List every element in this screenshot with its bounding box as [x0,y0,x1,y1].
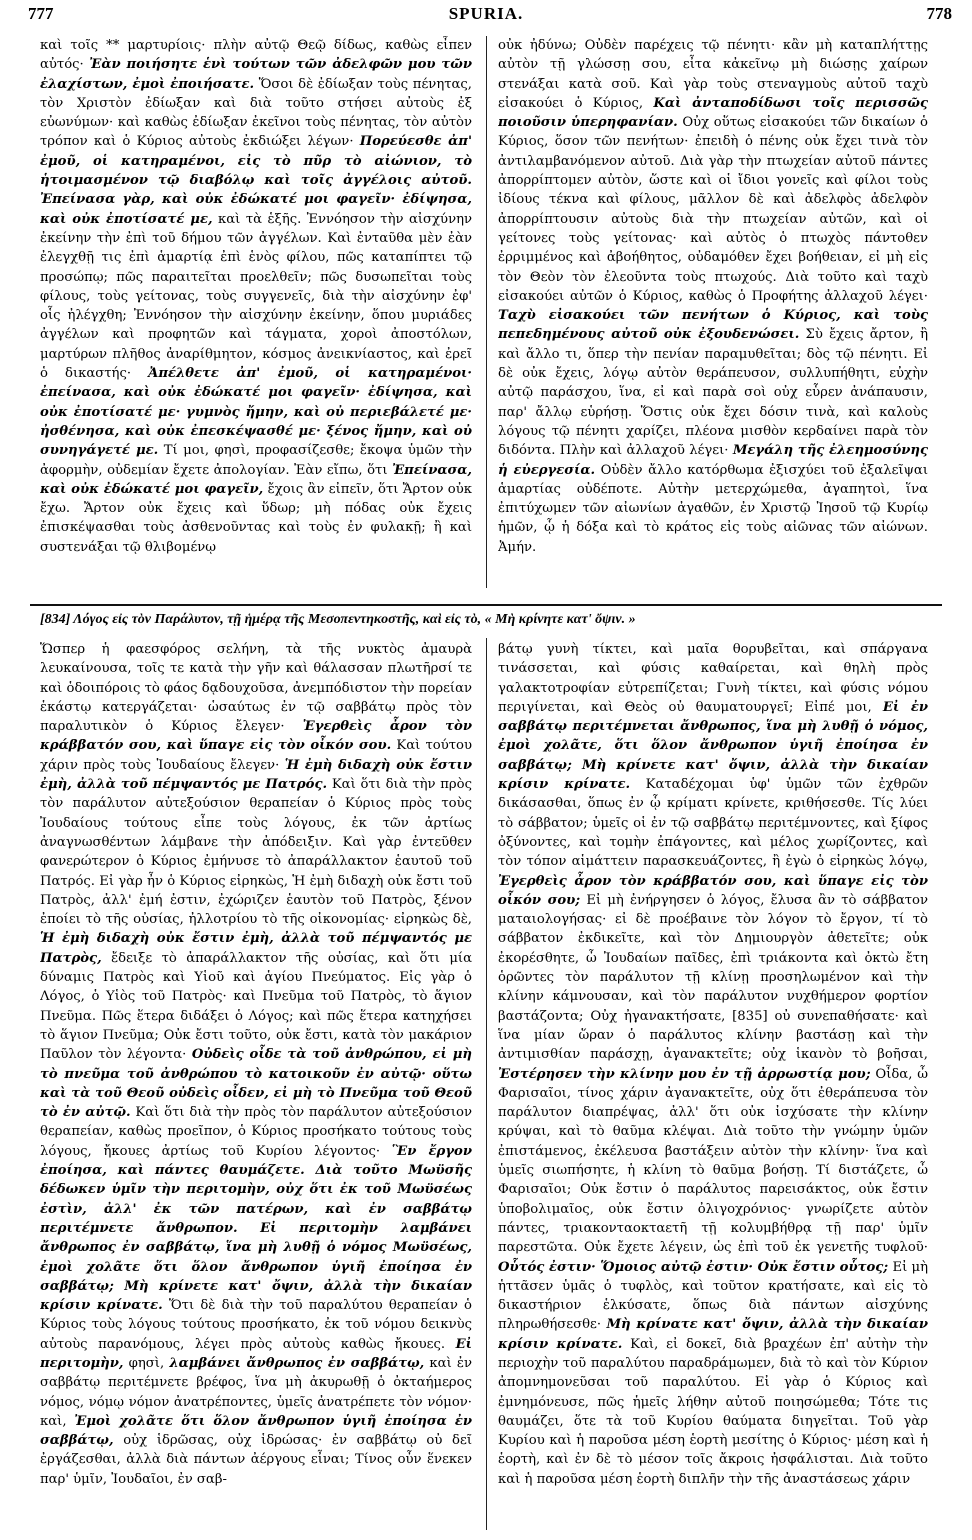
lower-right-column [498,640,928,1530]
text-run: Καταδέχομαι ὑφ' ὑμῶν τῶν ἐχθρῶν δικάσασθαι, ὅπως ἐν ᾧ κρίματι κρίνετε, κριθήσεσθε. Τίς λύει τὸ σάββατον; ὑμεῖς οἱ ἐν τῷ σαββάτῳ περιτέμνοντες, καὶ ξίφος ὀξύνοντες, καὶ τομὴν ἐπάγοντες, καὶ μέλος χωρίζοντες, καὶ τὸν τόπον αἱμάττειν παρασκευάζοντες, ἢ ἐγὼ ὁ εἰρηκὼς λόγῳ, [498,777,928,870]
sermon-title [40,612,940,628]
scripture-quote: Οὗτός ἐστιν· Ὅμοιος αὐτῷ ἐστιν· Οὐκ ἔστιν οὗτος; [498,1259,889,1275]
scripture-quote: Ἐπείνασα, καὶ οὐκ ἐδώκατέ μοι φαγεῖν, [40,462,472,497]
text-run: Οὐδὲν ἄλλο κατόρθωμα ἐξισχύει τοῦ ἐξαλεῖψαι ἁμαρτίας οὐδέποτε. Αὐτὴν μετερχώμεθα, ἀγαπητοὶ, ἵνα ἐπιτύχωμεν τῶν αἰωνίων ἀγαθῶν, ἐν Χριστῷ Ἰησοῦ τῷ Κυρίῳ ἡμῶν, ᾧ ἡ δόξα καὶ τὸ κράτος εἰς τοὺς αἰῶνας τῶν αἰώνων. Ἀμήν. [498,462,928,555]
scripture-quote: Εἰ ἐν σαββάτῳ περιτέμνεται ἄνθρωπος, ἵνα μὴ λυθῇ ὁ νόμος, ἐμοὶ χολᾶτε, ὅτι ὅλον ἄνθρωπον ὑγιῆ ἐποίησα ἐν σαββάτῳ; Μὴ κρίνετε κατ' ὄψιν, ἀλλὰ τὴν δικαίαν κρίσιν κρίνατε. [498,699,928,793]
text-run: φησὶ, [123,1355,170,1371]
scripture-quote: Ἡ ἐμὴ διδαχὴ οὐκ ἔστιν ἐμὴ, ἀλλὰ τοῦ πέμψαντός με Πατρὸς, [40,931,472,966]
text-run: καὶ τὰ ἑξῆς. Ἐννόησον τὴν αἰσχύνην ἐκείνην τὴν ἐπὶ τοῦ δήμου τῶν ἀγγέλων. Καὶ ἐνταῦθα μὲν ἐὰν ἐλεγχθῇ τις ἐπὶ ἁμαρτίᾳ ἐπὶ ἑνὸς φίλου, πῶς καταπίπτει τῷ προσώπῳ; πῶς παραιτεῖται προελθεῖν; πῶς δυσωπεῖται τοὺς φίλους, τοὺς γείτονας, τοὺς συγγενεῖς, διὰ τὴν αἰσχύνην ἐφ' οἷς ἠλέγχθη; Ἐννόησον τὴν αἰσχύνην ἐκείνην, ὅπου μυριάδες ἀγγέλων καὶ προφητῶν καὶ τάγματα, χοροὶ ἀποστόλων, μαρτύρων πλῆθος ἀναρίθμητον, κόσμος ἀνεικνίαστος, καὶ ἐρεῖ ὁ δικαστής· [40,211,472,382]
text-run: ἔχοις ἂν εἰπεῖν, ὅτι Ἄρτον οὐκ ἔχω. Ἄρτον οὐκ ἔχεις καὶ ὕδωρ; μὴ πόδας οὐκ ἔχεις ἐπισκέψασθαι τοὺς ἀσθενοῦντας καὶ τοὺς ἐν φυλακῇ; ἢ καὶ συστενάξαι τῷ θλιβομένῳ [40,481,472,555]
left-page-number: 777 [28,4,54,23]
scripture-quote: Εἰ περιτομὴν, [40,1336,472,1371]
scripture-quote: Καὶ ἀνταποδίδωσι τοῖς περισσῶς ποιοῦσιν ὑπερηφανίαν. [498,95,928,131]
scripture-quote: Πορεύεσθε ἀπ' ἐμοῦ, οἱ κατηραμένοι, εἰς τὸ πῦρ τὸ αἰώνιον, τὸ ἡτοιμασμένον τῷ διαβόλῳ καὶ τοῖς ἀγγέλοις αὐτοῦ. Ἐπείνασα γὰρ, καὶ οὐκ ἐδώκατέ μοι φαγεῖν· ἐδίψησα, καὶ οὐκ ἐποτίσατέ με, [40,134,472,227]
running-title: SPURIA. [448,4,524,23]
text-run: Καὶ ὅτι διὰ τὴν πρὸς τὸν παράλυτον αὐτεξούσιον θεραπείαν ὁ Κύριος πρὸς τοὺς Ἰουδαίους τούτους εἶπε τοὺς λόγους, ἐκ τῶν ἀρτίως ἀναγνωσθέντων λάμβανε τὴν ἀπόδειξιν. Καὶ γὰρ ἐντεῦθεν φανερώτερον ὁ Κύριος ἐμήνυσε τὸ ἀπαράλλακτον ἑαυτοῦ τοῦ Πατρός. Εἰ γὰρ ἦν ὁ Κύριος εἰρηκὼς, Ἡ ἐμὴ διδαχὴ οὐκ ἔστι τοῦ Πατρὸς, ἀλλ' ἐμή ἐστιν, ἐχώριζεν ἑαυτὸν τοῦ Πατρὸς, ξένον ἐποίει τὸ τῆς οὐσίας, ἠλλοτρίου τὸ τῆς οἰκονομίας· εἰρηκὼς δὲ, [40,777,472,928]
text-run: Εἰ μὴ ἡττᾶσεν ὑμᾶς ὁ τυφλὸς, καὶ τοῦτον κρατήσατε, καὶ εἰς τὸ δικαστήριον ἑλκύσατε, ὅπως διὰ πάντων αἰσχύνης πληρωθήσεσθε· [498,1259,928,1333]
lower-right-text [498,640,928,1489]
text-run: Οὐχ οὕτως εἰσακούει τῶν δικαίων ὁ Κύριος, ὅσον τῶν πενήτων· ἐπειδὴ ὁ πένης οὐκ ἔχει τινὰ τὸν ἀντιλαμβανόμενον αὐτοῦ. Διὰ γὰρ τὴν πτωχείαν αὐτοῦ πάντες ἀπορρίπτομεν αὐτὸν, ὥστε καὶ οἱ ἴδιοι γονεῖς καὶ φίλοι τοὺς ἰδίους τέκνα καὶ φίλους, μᾶλλον δὲ καὶ ἀδελφὸς ἀδελφὸν ἀπορρίπτουσιν αὐτοὺς διὰ τὴν πτωχείαν αὐτῶν, καὶ οἱ γείτονες τοὺς γείτονας· καὶ αὐτὸς ὁ πτωχὸς πάντοθεν ἐρριμμένος καὶ ἀβοήθητος, οὐδαμόθεν ἔχει βοήθειαν, εἰ μὴ εἰς τὸν Θεὸν τὸν ἐλεοῦντα τοὺς πτωχούς. Διὰ τοῦτο καὶ ταχὺ εἰσακούει αὐτῶν ὁ Κύριος, καθὼς ὁ Προφήτης ἀλλαχοῦ λέγει· [498,115,928,304]
text-run: καὶ τοῖς ** μαρτυρίοις· πλὴν αὐτῷ Θεῷ δίδως, καθὼς εἶπεν αὐτός· [40,38,472,73]
text-run: καὶ ἐν σαββάτῳ περιτέμνετε βρέφος, ἵνα μὴ ἀκυρωθῇ ὁ ὀκταήμερος νόμος, νόμῳ νόμον ἀνατρέποντες, ὑμεῖς ἀνατρέπετε τὸν νόμον· καὶ, [40,1355,472,1429]
scripture-quote: Ἐγερθεὶς ἆρον τὸν κράββατόν σου, καὶ ὕπαγε εἰς τὸν οἶκόν σου; [498,873,928,908]
column-divider [486,36,487,588]
scripture-quote: Ἐμοὶ χολᾶτε ὅτι ὅλον ἄνθρωπον ὑγιῆ ἐποίησα ἐν σαββάτῳ, [40,1413,472,1449]
lower-left-column [40,640,472,1530]
column-divider [486,638,487,1530]
lower-left-text [40,640,472,1489]
text-run: Οἶδα, ὦ Φαρισαῖοι, τίνος χάριν ἀγανακτεῖτε, οὐχ ὅτι ἐθεράπευσα τὸν παράλυτον διαπρέψας, ἀλλ' ὅτι οὐκ ἰσχύσατε τὴν κλίνην κρύψαι, καὶ τὸ θαῦμα κλέψαι. Διὰ τοῦτο τὴν γνώμην ὑμῶν ἐπιστάμενος, ἐκέλευσα βαστάξειν αὐτὸν τὴν κλίνην· ἵνα καὶ ὑμεῖς σιωπήσητε, ἡ κλίνη τὸ θαῦμα βοήσῃ. Τί διστάζετε, ὦ Φαρισαῖοι; Οὐκ ἔστιν ὁ παράλυτος παρεισάκτος, οὐκ ἔστιν ὑποβολιμαῖος, οὐκ ἔστιν ὀλιγοχρόνιος· γνωρίζετε αὐτὸν πάντες, τριακονταοκταετῆ τῇ κολυμβήθρᾳ τῇ παρ' ὑμῖν παρεστῶτα. Οὐκ ἔχετε λέγειν, ὡς ἐπὶ τοῦ ἐκ γενετῆς τυφλοῦ· [498,1066,928,1256]
text-run: οὐκ ἠδύνω; Οὐδὲν παρέχεις τῷ πένητι· κἂν μὴ καταπλήττῃς αὐτὸν τῇ γλώσσῃ σου, εἶτα κἀκεῖνῳ μὴ διώσῃς χαίρων στενάξαι κατὰ σοῦ. Καὶ γὰρ τοὺς στεναγμοὺς αὐτοῦ ταχὺ εἰσακούει ὁ Κύριος, [498,38,928,111]
text-run: Τί μοι, φησὶ, προφασίζεσθε; ἔκοψα ὑμῶν τὴν ἀφορμὴν, οὐδεμίαν ἔχετε ἀπολογίαν. Ἐὰν εἴπω, ὅτι [40,443,472,478]
scripture-quote: Ἐὰν ποιήσητε ἑνὶ τούτων τῶν ἀδελφῶν μου τῶν ἐλαχίστων, ἐμοὶ ἐποιήσατε. [40,57,472,92]
sermon-title-text: [834] Λόγος εἰς τὸν Παράλυτον, τῇ ἡμέρᾳ τῆς Μεσοπεντηκοστῆς, καὶ εἰς τὸ, « Μὴ κρίνητε κατ' ὄψιν. » [40,612,636,627]
text-run: Σὺ ἔχεις ἄρτον, ἢ καὶ ἄλλο τι, ὅπερ τὴν πενίαν παραμυθεῖται; δὸς τῷ πένητι. Εἰ δὲ οὐκ ἔχεις, λόγῳ αὐτὸν θεράπευσον, συλλυπήθητι, εὐχὴν αὐτῷ παράσχου, ἵνα, εἰ καὶ παρὰ σοὶ οὐχ εὗρεν ἀνάπαυσιν, παρ' ἄλλῳ εὑρήσῃ. Ὅστις οὐκ ἔχει δόσιν τινὰ, καὶ καλοὺς λόγους τῷ πένητι χαρίζει, πλέονα μισθὸν κερδαίνει παρὰ τὸν διδόντα. Πλὴν καὶ ἀλλαχοῦ λέγει· [498,327,928,459]
text-run: Καὶ ὅτι διὰ τὴν πρὸς τὸν παράλυτον αὐτεξούσιον θεραπείαν, καθὼς προεῖπον, ὁ Κύριος προσήκατο τούτους τοὺς λόγους, ἤκουες ἀρτίως τοῦ Κυρίου λέγοντος· [40,1105,472,1159]
right-page-number: 778 [926,4,952,23]
text-run: Καὶ, εἰ δοκεῖ, διὰ βραχέων ἐπ' αὐτὴν τὴν περιοχὴν τοῦ παραλύτου παραδράμωμεν, διὰ τὸ καὶ τὸν Κύριον ἀπομνημονεῦσαι τοῦ παραλύτου. Εἰ γὰρ ὁ Κύριος καὶ ἐμνημόνευσε, πῶς ἡμεῖς λήθην αὐτοῦ ποιησώμεθα; Τότε τις θαυμάζει, ὅτε τὰ τοῦ Κυρίου θαύματα διηγεῖται. Τοῦ γὰρ Κυρίου καὶ ἡ παροῦσα μέση ἑορτὴ μεσίτης ὁ Κύριος· μέση καὶ ἡ ἑορτὴ, καὶ ἐν δὲ τὸ μέσον τοῖς ἄκροις ἠσφάλισται. Διὰ τοῦτο καὶ ἡ παροῦσα μέση ἑορτὴ διπλῆν τὴν τῆς ἀναστάσεως χάριν [498,1336,928,1487]
section-divider [30,604,942,606]
text-run: ἔδειξε τὸ ἀπαράλλακτον τῆς οὐσίας, καὶ ὅτι μία δύναμις Πατρὸς καὶ Υἱοῦ καὶ ἁγίου Πνεύματος. Εἰς γὰρ ὁ Λόγος, ὁ Υἱὸς τοῦ Πατρὸς· καὶ Πνεῦμα τοῦ Πατρὸς, τὸ ἅγιον Πνεῦμα. Πῶς ἕτερα διδάξει ὁ Λόγος; καὶ πῶς ἕτερα κατηχήσει τὸ ἅγιον Πνεῦμα; Οὐκ ἔστι τοῦτο, οὐκ ἔστι, κατὰ τὸν μακάριον Παῦλον τὸν λέγοντα· [40,950,472,1063]
scripture-quote: Μὴ κρίνατε κατ' ὄψιν, ἀλλὰ τὴν δικαίαν κρίσιν κρίνατε. [498,1317,928,1352]
text-run: βάτῳ γυνὴ τίκτει, καὶ μαῖα θορυβεῖται, καὶ σπάργανα τινάσσεται, καὶ φύσις καθαίρεται, καὶ θηλὴ πρὸς γαλακτοτροφίαν εὐτρεπίζεται; Γυνὴ τίκτει, καὶ φύσις νόμου περιγίνεται, καὶ Θεὸς οὐ θαυματουργεῖ; Εἰπέ μοι, [498,642,928,715]
text-run: Ὥσπερ ἡ φαεσφόρος σελήνη, τὰ τῆς νυκτὸς ἀμαυρὰ λευκαίνουσα, τοῖς τε κατὰ τὴν γῆν καὶ θάλασσαν πλωτῆρσί τε καὶ ὁδοιπόροις τὸ φάος δᾳδουχοῦσα, ἀνεμπόδιστον τὴν πορείαν ἑκάστῳ κατεργάζεται· ὡσαύτως ἐν τῷ σαββάτῳ πρὸς τὸν παραλυτικὸν ὁ Κύριος ἔλεγεν· [40,642,472,735]
text-run: Ὅτι δὲ διὰ τὴν τοῦ παραλύτου θεραπείαν ὁ Κύριος τοὺς λόγους τούτους προσήκατο, ἐκ τοῦ νόμου δεικνὺς αὐτοὺς παρανόμους, λέγει πρὸς αὐτοὺς καθὼς ἤκουες. [40,1298,472,1352]
scripture-quote: Ἐγερθεὶς ἆρον τὸν κράββατόν σου, καὶ ὕπαγε εἰς τὸν οἶκόν σου. [40,719,472,754]
text-run: Καὶ τούτου χάριν πρὸς τοὺς Ἰουδαίους ἔλεγεν· [40,738,472,773]
upper-left-text [40,36,472,557]
scripture-quote: Οὐδεὶς οἶδε τὰ τοῦ ἀνθρώπου, εἰ μὴ τὸ πνεῦμα τοῦ ἀνθρώπου τὸ κατοικοῦν ἐν αὐτῷ· οὕτω καὶ τὰ τοῦ Θεοῦ οὐδεὶς οἶδεν, εἰ μὴ τὸ Πνεῦμα τοῦ Θεοῦ τὸ ἐν αὐτῷ. [40,1047,472,1121]
scripture-quote: Μεγάλη τῆς ἐλεημοσύνης ἡ εὐεργεσία. [498,443,928,478]
upper-right-column [498,36,928,596]
scripture-quote: Ἓν ἔργον ἐποίησα, καὶ πάντες θαυμάζετε. Διὰ τοῦτο Μωϋσῆς δέδωκεν ὑμῖν τὴν περιτομὴν, οὐχ ὅτι ἐκ τοῦ Μωϋσέως ἐστὶν, ἀλλ' ἐκ τῶν πατέρων, καὶ ἐν σαββάτῳ περιτέμνετε ἄνθρωπον. Εἰ περιτομὴν λαμβάνει ἄνθρωπος ἐν σαββάτῳ, ἵνα μὴ λυθῇ ὁ νόμος Μωϋσέως, ἐμοὶ χολᾶτε ὅτι ὅλον ἄνθρωπον ὑγιῆ ἐποίησα ἐν σαββάτῳ; Μὴ κρίνετε κατ' ὄψιν, ἀλλὰ τὴν δικαίαν κρίσιν κρίνατε. [40,1143,472,1314]
upper-right-text [498,36,928,557]
text-run: Ὅσοι δὲ ἐδίωξαν τοὺς πένητας, τὸν Χριστὸν ἐδίωξαν καὶ διὰ τοῦτο στήσει αὐτοὺς ἐξ εὐωνύμων· καὶ καθὼς ἐδίωξαν ἐκεῖνοι τοὺς πένητας, τὸν αὐτὸν τρόπον καὶ ὁ Κύριος αὐτοὺς ἐκδιώξει λέγων· [40,76,472,150]
running-header [10,4,962,28]
upper-left-column [40,36,472,596]
scripture-quote: Ἀπέλθετε ἀπ' ἐμοῦ, οἱ κατηραμένοι· ἐπείνασα, καὶ οὐκ ἐδώκατέ μοι φαγεῖν· ἐδίψησα, καὶ οὐκ ἐποτίσατέ με· γυμνὸς ἤμην, καὶ οὐ περιεβάλετέ με· ἠσθένησα, καὶ οὐκ ἐπεσκέψασθέ με· ξένος ἤμην, καὶ οὐ συνηγάγετέ με. [40,366,472,459]
scripture-quote: Ταχὺ εἰσακούει τῶν πενήτων ὁ Κύριος, καὶ τοὺς πεπεδημένους αὐτοῦ οὐκ ἐξουδενώσει. [498,308,928,343]
scripture-quote: λαμβάνει ἄνθρωπος ἐν σαββάτῳ, [169,1355,425,1371]
scripture-quote: Ἡ ἐμὴ διδαχὴ οὐκ ἔστιν ἐμὴ, ἀλλὰ τοῦ πέμψαντός με Πατρός. [40,757,472,793]
scripture-quote: Ἐστέρησεν τὴν κλίνην μου ἐν τῇ ἀρρωστίᾳ μου; [498,1066,871,1082]
text-run: οὐχ ἱδρῶσας, οὐχ ἱδρώσας· ἐν σαββάτῳ οὐ δεῖ ἐργάζεσθαι, ἀλλὰ διὰ πάντων ἀέργους εἶναι; Τίνος οὖν ἕνεκεν παρ' ὑμῖν, Ἰουδαῖοι, ἐν σαβ- [40,1433,472,1487]
text-run: Εἰ μὴ ἐνήργησεν ὁ λόγος, ἔλυσα ἂν τὸ σάββατον ματαιολογήσας· εἰ δὲ προέβαινε τὸν λόγον τὸ ἔργον, τί τὸ σάββατον ἐκδικεῖτε, καὶ τὸν Δημιουργὸν ἀθετεῖτε; οὐκ ἐκορέσθητε, ὦ Ἰουδαίων παῖδες, ἐπὶ τριάκοντα καὶ ὀκτὼ ἔτη ὁρῶντες τὸν παράλυτον τῇ κλίνῃ προσηλωμένον καὶ τὴν κλίνην κάμνουσαν, καὶ τὸν παράλυτον νυχθήμερον φορτίον βαστάζοντα; Οὐχ ἠγανακτήσατε, [835] οὐ συνεπαθήσατε· καὶ ἵνα μίαν ὥραν ὁ παράλυτος κλίνην βαστάσῃ καὶ τὴν ἀντιμισθίαν παράσχῃ, ἀγανακτεῖτε; οὐχ ἱκανὸν τὸ βοῆσαι, [498,892,928,1063]
